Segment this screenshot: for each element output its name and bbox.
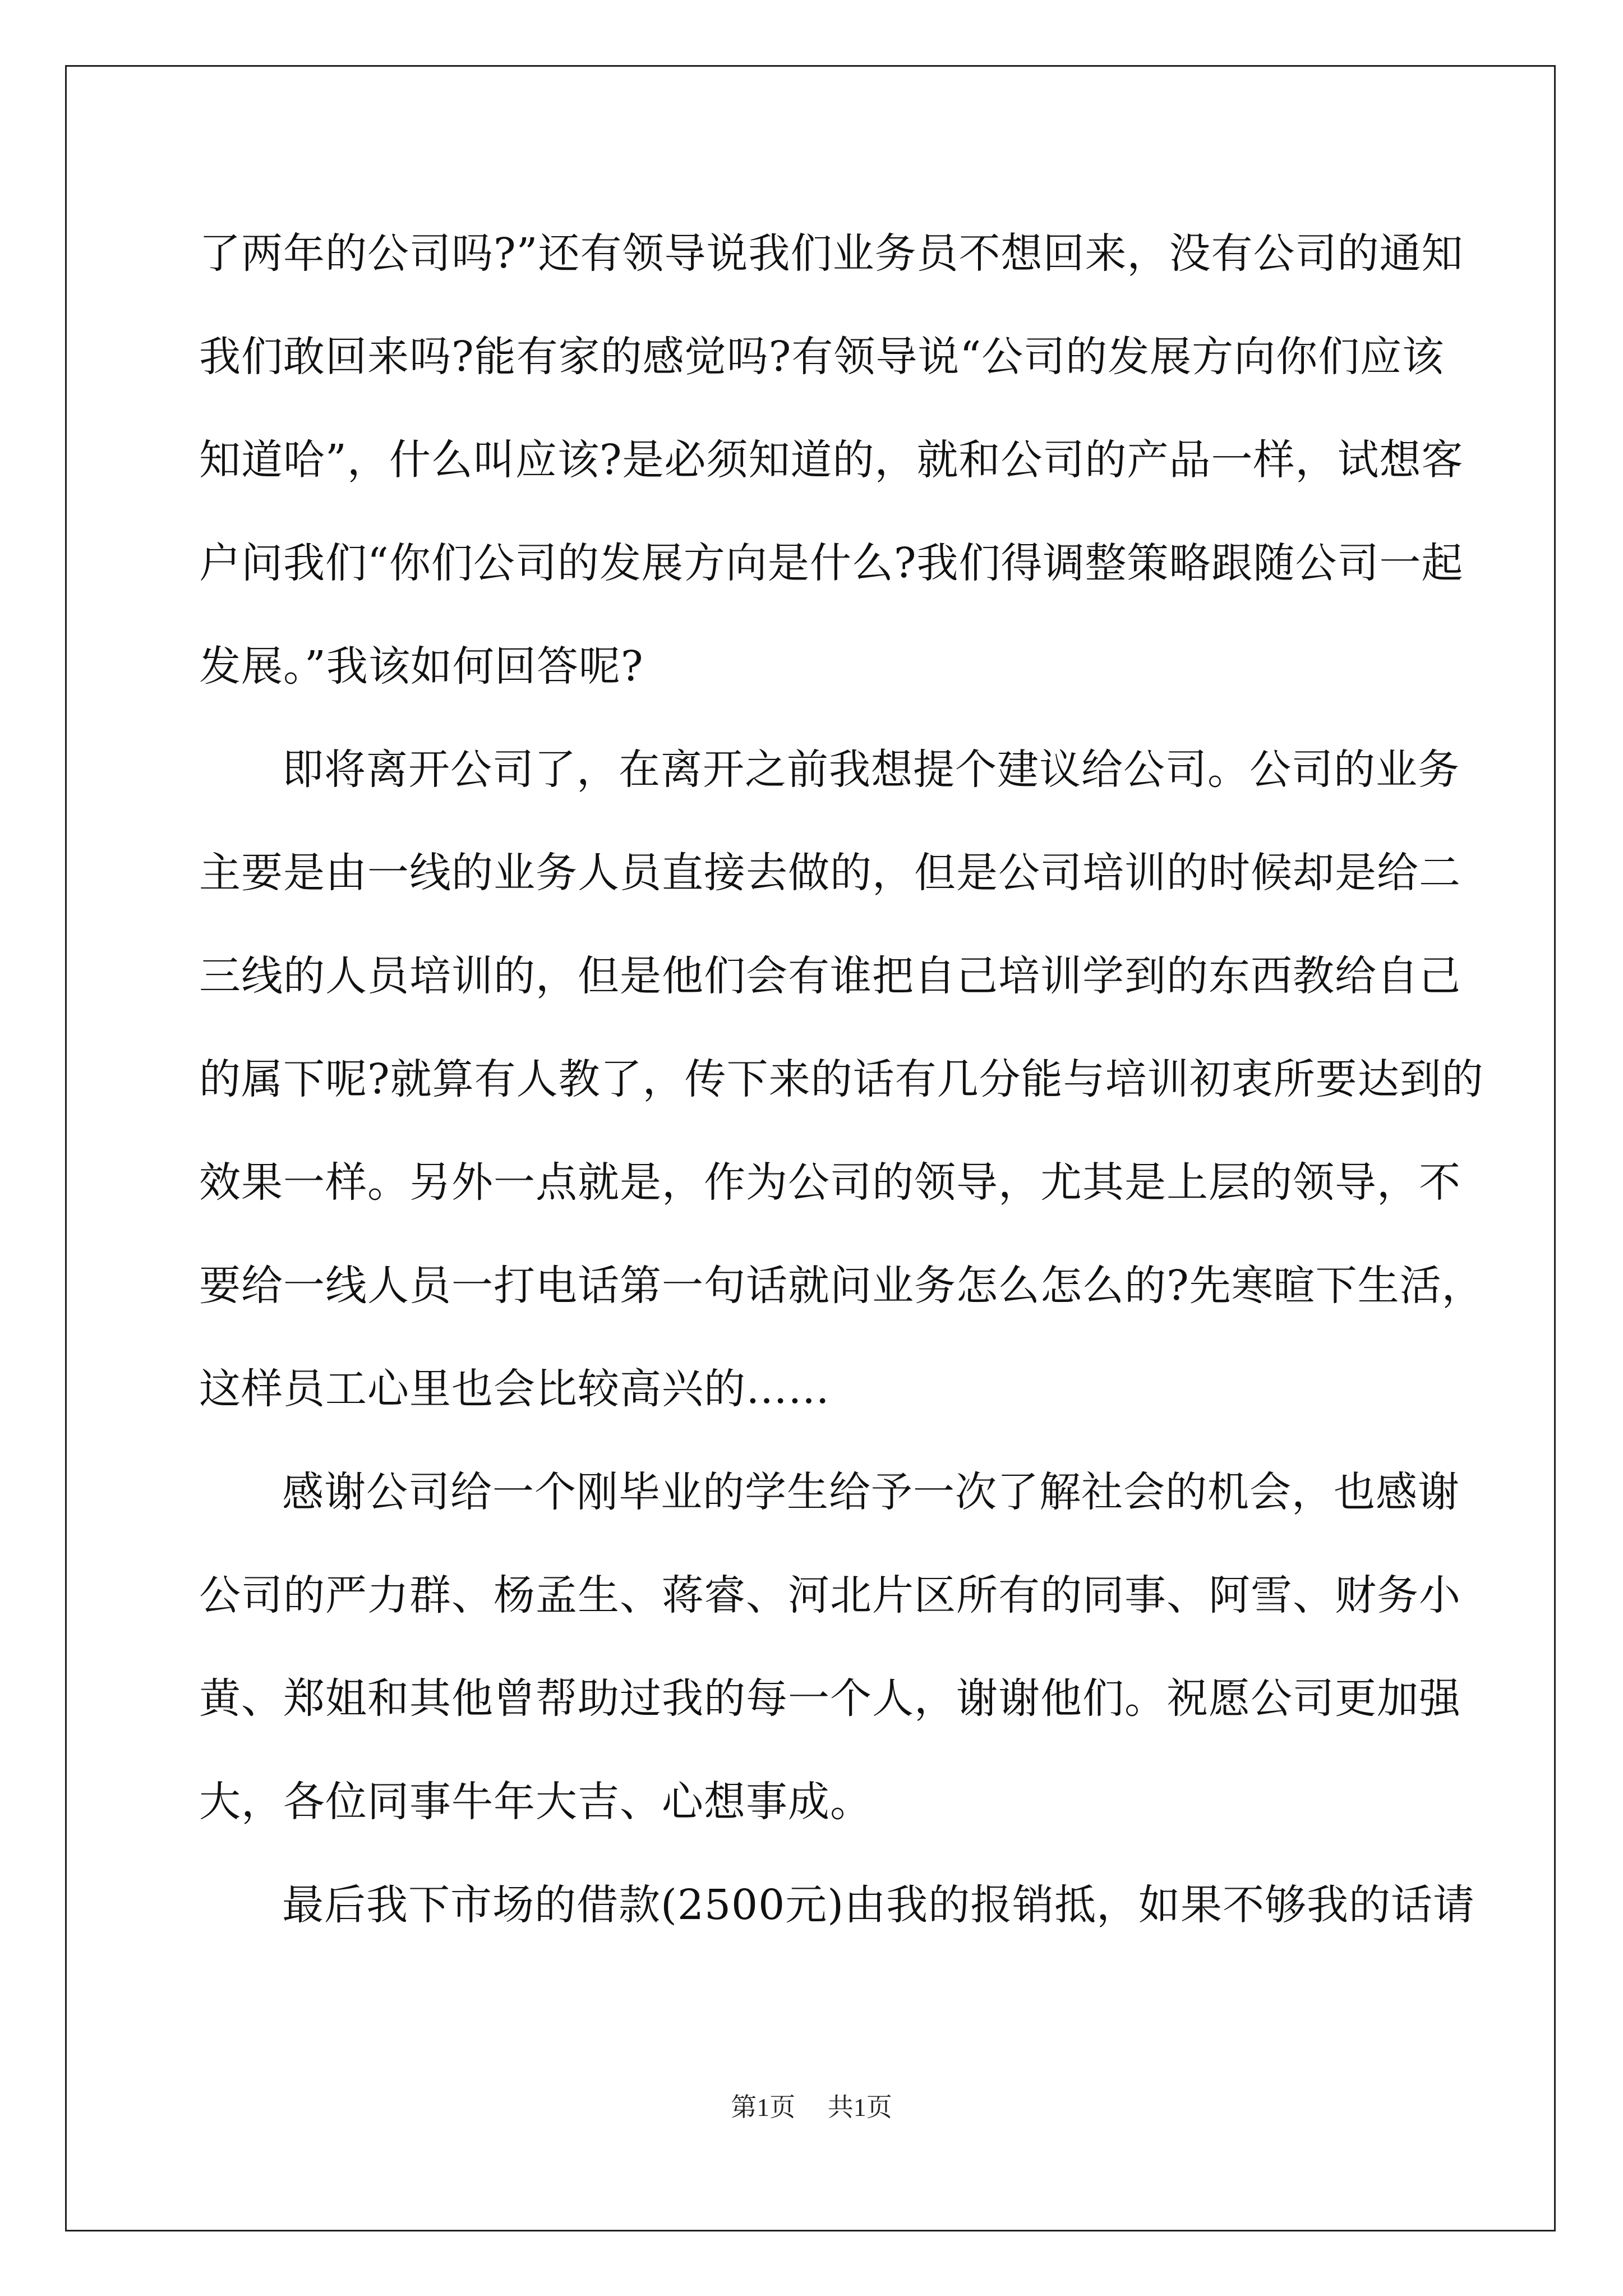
- text-line: 黄、郑姐和其他曾帮助过我的每一个人，谢谢他们。祝愿公司更加强: [199, 1674, 1461, 1723]
- text-line: 知道哈”，什么叫应该?是必须知道的，就和公司的产品一样，试想客: [199, 436, 1464, 484]
- text-line: 了两年的公司吗?”还有领导说我们业务员不想回来，没有公司的通知: [199, 229, 1464, 278]
- text-line: 要给一线人员一打电话第一句话就问业务怎么怎么的?先寒暄下生活，: [199, 1262, 1484, 1310]
- paragraph-start-line: 感谢公司给一个刚毕业的学生给予一次了解社会的机会，也感谢: [282, 1468, 1460, 1516]
- text-line: 我们敢回来吗?能有家的感觉吗?有领导说“公司的发展方向你们应该: [199, 333, 1445, 381]
- text-line: 这样员工心里也会比较高兴的……: [199, 1365, 830, 1413]
- page-number: 第1页: [731, 2093, 796, 2122]
- text-line: 大，各位同事牛年大吉、心想事成。: [199, 1778, 872, 1826]
- page-footer: [0, 2087, 1623, 2124]
- text-line: 发展。”我该如何回答呢?: [199, 642, 644, 691]
- paragraph-start-line: 即将离开公司了，在离开之前我想提个建议给公司。公司的业务: [282, 746, 1460, 794]
- paragraph-start-line: 最后我下市场的借款(2500元)由我的报销抵，如果不够我的话请: [282, 1881, 1476, 1929]
- page-total: 共1页: [827, 2093, 892, 2122]
- document-body: [199, 202, 1484, 1957]
- text-line: 公司的严力群、杨孟生、蒋睿、河北片区所有的同事、阿雪、财务小: [199, 1571, 1461, 1619]
- text-line: 效果一样。另外一点就是，作为公司的领导，尤其是上层的领导，不: [199, 1158, 1461, 1207]
- text-line: 的属下呢?就算有人教了，传下来的话有几分能与培训初衷所要达到的: [199, 1055, 1484, 1103]
- text-line: 户问我们“你们公司的发展方向是什么?我们得调整策略跟随公司一起: [199, 539, 1464, 587]
- text-line: 三线的人员培训的，但是他们会有谁把自己培训学到的东西教给自己: [199, 952, 1461, 1000]
- text-line: 主要是由一线的业务人员直接去做的，但是公司培训的时候却是给二: [199, 849, 1461, 897]
